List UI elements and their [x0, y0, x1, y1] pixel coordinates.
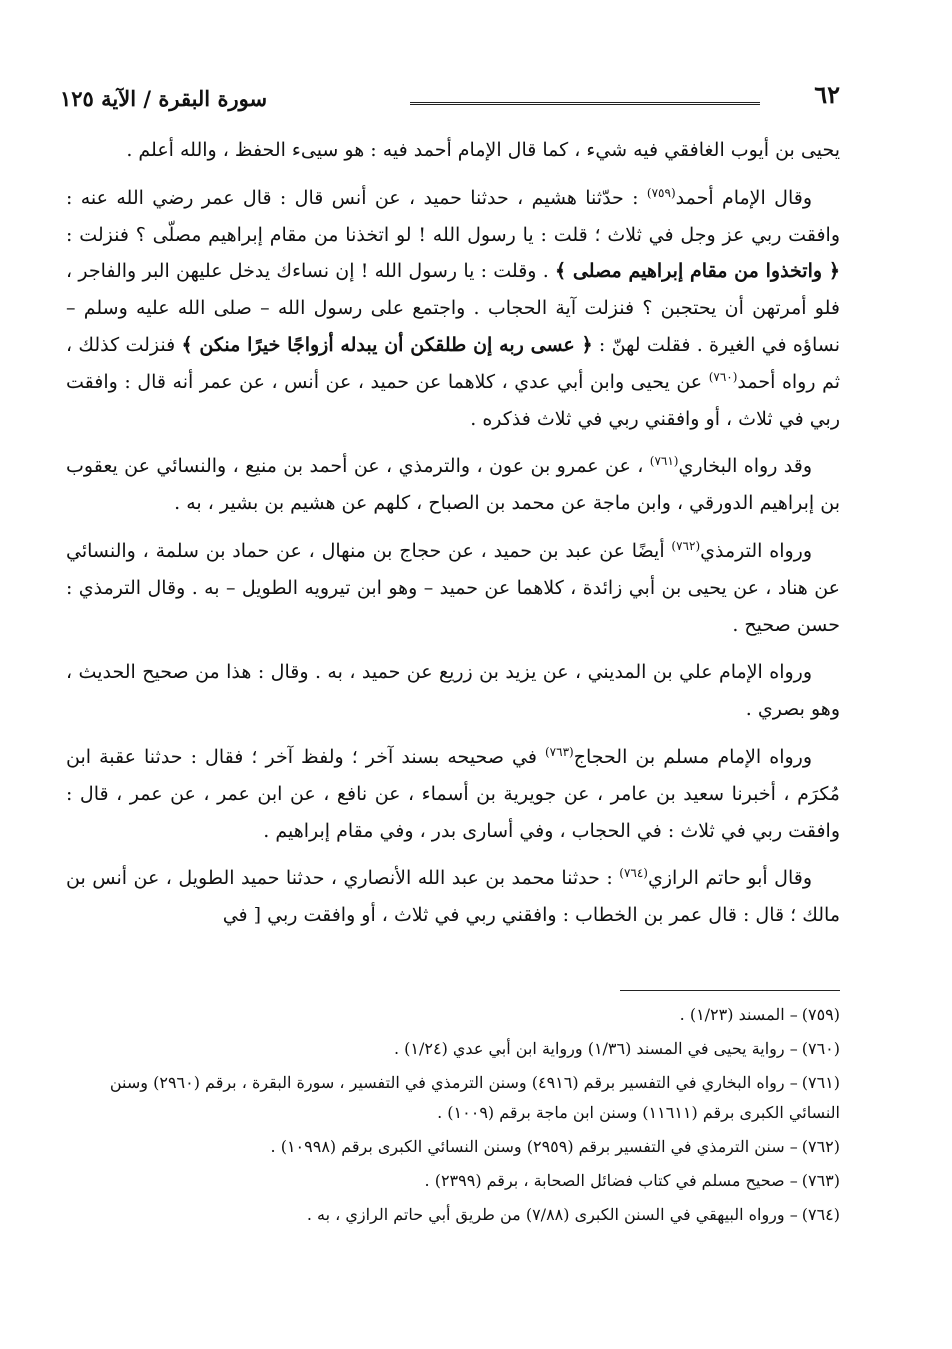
page-number: ٦٢ [814, 80, 840, 109]
footnote-number: (٧٦١) [801, 1073, 840, 1092]
paragraph-text: يحيى بن أيوب الغافقي فيه شيء ، كما قال الإمام أحمد فيه : هو سيىء الحفظ ، والله أعلم . [126, 139, 840, 161]
footnote-ref-761[interactable]: (٧٦١) [649, 454, 679, 469]
quran-quote: ﴿ عسى ربه إن طلقكن أن يبدله أزواجًا خيرًا منكن ﴾ [181, 333, 593, 356]
footnote-ref-763[interactable]: (٧٦٣) [544, 744, 574, 759]
footnote-item [66, 1200, 840, 1230]
footnote-text: – ورواه البيهقي في السنن الكبرى (٧/٨٨) من طريق أبي حاتم الرازي ، به . [306, 1205, 798, 1224]
paragraph-text: ورواه الإمام علي بن المديني ، عن يزيد بن زريع عن حميد ، به . وقال : هذا من صحيح الحديث ، وهو بصري . [66, 661, 840, 721]
footnote-ref-762[interactable]: (٧٦٢) [671, 538, 701, 553]
footnote-number: (٧٦٤) [801, 1205, 840, 1224]
footnote-number: (٧٦٣) [801, 1171, 840, 1190]
paragraph-text: وقال أبو حاتم الرازي [647, 867, 812, 890]
paragraph-text: . وقلت : يا رسول الله ! إن نساءك يدخل عليهن البر والفاجر ، فلو أمرتهن أن يحتجبن ؟ فنزلت آية الحجاب . واجتمع على رسول الله – صلى الله عليه وسلم – نساؤه في الغيرة . فقلت لهنّ : [66, 260, 840, 356]
footnote-item [66, 1068, 840, 1128]
footnote-text: – رواه البخاري في التفسير برقم (٤٩١٦) وسنن الترمذي في التفسير ، سورة البقرة ، برقم (٢٩٦٠) وسنن النسائي الكبرى برقم (١١٦١١) وسنن ابن ماجة برقم (١٠٠٩) . [109, 1073, 840, 1122]
footnote-divider [620, 990, 840, 991]
quran-quote: ﴿ واتخذوا من مقام إبراهيم مصلى ﴾ [554, 260, 840, 283]
paragraph-text: أيضًا عن عبد بن حميد ، عن حجاج بن منهال ، عن حماد بن سلمة ، والنسائي عن هناد ، عن يحيى بن أبي زائدة ، كلاهما عن حميد – وهو ابن تيرويه الطويل – به . وقال الترمذي : حسن صحيح . [66, 539, 840, 636]
paragraph-2 [66, 448, 840, 522]
paragraph-text: عن يحيى وابن أبي عدي ، كلاهما عن حميد ، عن أنس ، عن عمر أنه قال : وافقت ربي في ثلاث ، أو وافقني ربي في ثلاث فذكره . [66, 370, 840, 430]
footnote-text: – رواية يحيى في المسند (١/٣٦) ورواية ابن أبي عدي (١/٢٤) . [393, 1039, 798, 1058]
footnote-text: – صحيح مسلم في كتاب فضائل الصحابة ، برقم (٢٣٩٩) . [424, 1171, 798, 1190]
footnotes [66, 1000, 840, 1234]
paragraph-1 [66, 180, 840, 438]
footnote-item [66, 1000, 840, 1030]
running-title: سورة البقرة / الآية ١٢٥ [60, 86, 268, 111]
footnote-number: (٧٦٢) [801, 1137, 840, 1156]
paragraph-text: ، عن عمرو بن عون ، والترمذي ، عن أحمد بن منيع ، والنسائي عن يعقوب بن إبراهيم الدورقي ، وابن ماجة عن محمد بن الصباح ، كلهم عن هشيم بن بشير ، به . [66, 455, 840, 515]
footnote-text: – سنن الترمذي في التفسير برقم (٢٩٥٩) وسنن النسائي الكبرى برقم (١٠٩٩٨) . [270, 1137, 798, 1156]
footnote-text: – المسند (١/٢٣) . [679, 1005, 798, 1024]
footnote-item [66, 1166, 840, 1196]
footnote-ref-760[interactable]: (٧٦٠) [708, 369, 738, 384]
paragraph-6 [66, 860, 840, 934]
footnote-number: (٧٦٠) [801, 1039, 840, 1058]
footnote-ref-764[interactable]: (٧٦٤) [619, 866, 648, 881]
footnote-item [66, 1034, 840, 1064]
paragraph-text: فنزلت كذلك ، ثم رواه أحمد [66, 333, 841, 393]
paragraph-4 [66, 654, 840, 728]
paragraph-text: في صحيحه بسند آخر ؛ ولفظ آخر ؛ فقال : حدثنا عقبة ابن مُكرَم ، أخبرنا سعيد بن عامر ، عن جويرية بن أسماء ، عن نافع ، عن ابن عمر ، عن عمر ، قال : وافقت ربي في ثلاث : في الحجاب ، وفي أسارى بدر ، وفي مقام إبراهيم . [66, 745, 840, 842]
paragraph-text: ورواه الإمام مسلم بن الحجاج [573, 745, 812, 768]
paragraph-text: : حدثنا محمد بن عبد الله الأنصاري ، حدثنا حميد الطويل ، عن أنس بن مالك ؛ قال : قال عمر بن الخطاب : وافقني ربي في ثلاث ، أو وافقت ربي [ في [66, 867, 840, 927]
page-header [60, 80, 840, 124]
paragraph-3 [66, 533, 840, 643]
footnote-ref-759[interactable]: (٧٥٩) [646, 185, 676, 200]
paragraph-5 [66, 739, 840, 849]
paragraph-text: وقال الإمام أحمد [675, 186, 812, 209]
paragraph-text: وقد رواه البخاري [678, 455, 813, 478]
paragraph-0 [66, 132, 840, 169]
header-rule [410, 102, 760, 108]
main-text [66, 132, 840, 945]
paragraph-text: : حدّثنا هشيم ، حدثنا حميد ، عن أنس قال : قال عمر رضي الله عنه : وافقت ربي عز وجل في ثلاث ؛ قلت : يا رسول الله ! لو اتخذنا من مقام إبراهيم مصلّى ؟ فنزلت : [66, 186, 840, 246]
paragraph-text: ورواه الترمذي [700, 539, 813, 562]
footnote-item [66, 1132, 840, 1162]
footnote-number: (٧٥٩) [801, 1005, 840, 1024]
